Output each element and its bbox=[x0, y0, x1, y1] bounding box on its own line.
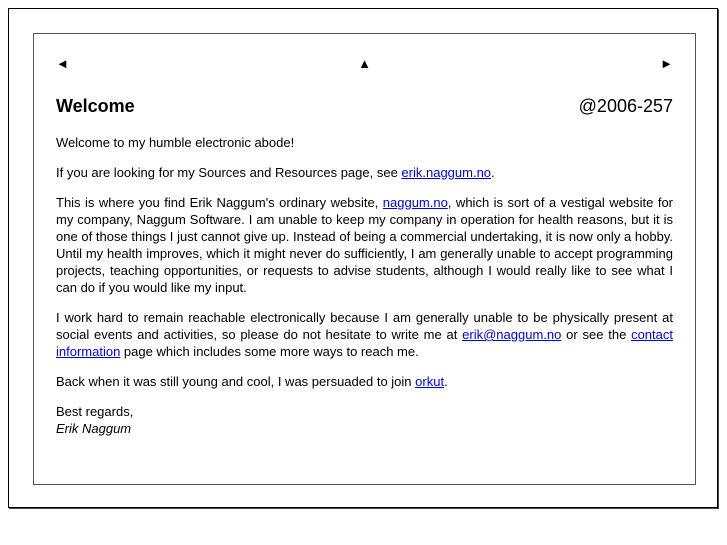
next-arrow-icon[interactable]: ► bbox=[660, 56, 673, 71]
about-text-end: , which is sort of a vestigal website for my company, Naggum Software. I am unable to keep my company in operation for health reasons, but it is one of those things I just cannot give up. Instead of being a commercial undertaking, it is now only a hobby. Until my health improves, which it might never do sufficiently, I am generally unable to accept programming projects, teaching opportunities, or requests to advise students, although I would really like to see what I can do if you would like my input. bbox=[56, 195, 674, 295]
contact-text-end: page which includes some more ways to reach me. bbox=[120, 344, 419, 359]
page-title: Welcome bbox=[56, 96, 135, 116]
page-frame bbox=[8, 8, 718, 508]
sources-text-end: . bbox=[491, 165, 495, 180]
sources-paragraph bbox=[56, 164, 673, 181]
intro-text: Welcome to my humble electronic abode! bbox=[56, 135, 295, 150]
about-paragraph bbox=[56, 194, 673, 296]
orkut-text-end: . bbox=[444, 374, 448, 389]
contact-information-link[interactable]: contact information bbox=[56, 327, 673, 359]
content-frame bbox=[33, 33, 696, 485]
about-text-start: This is where you find Erik Naggum's ordinary website, bbox=[56, 195, 383, 210]
page-date: @2006-257 bbox=[578, 96, 673, 116]
contact-text-middle: or see the bbox=[561, 327, 632, 342]
closing-text: Best regards, bbox=[56, 404, 134, 419]
previous-arrow-icon[interactable]: ◄ bbox=[56, 56, 69, 71]
email-link[interactable]: erik@naggum.no bbox=[462, 327, 562, 342]
contact-paragraph bbox=[56, 309, 673, 360]
up-arrow-icon[interactable]: ▲ bbox=[358, 56, 371, 71]
naggum-no-link[interactable]: naggum.no bbox=[382, 195, 448, 210]
navigation-bar bbox=[56, 56, 673, 76]
signature-block bbox=[56, 403, 673, 437]
title-row bbox=[56, 96, 673, 120]
main-content bbox=[56, 134, 673, 450]
sources-text: If you are looking for my Sources and Resources page, see bbox=[56, 165, 402, 180]
contact-text-start: I work hard to remain reachable electronically because I am generally unable to be physically present at social events and activities, so please do not hesitate to write me at bbox=[56, 310, 673, 342]
orkut-text-start: Back when it was still young and cool, I was persuaded to join bbox=[56, 374, 416, 389]
erik-naggum-no-link[interactable]: erik.naggum.no bbox=[401, 165, 492, 180]
intro-paragraph bbox=[56, 134, 673, 151]
orkut-link[interactable]: orkut bbox=[415, 374, 445, 389]
orkut-paragraph bbox=[56, 373, 673, 390]
signature-name: Erik Naggum bbox=[56, 421, 132, 436]
